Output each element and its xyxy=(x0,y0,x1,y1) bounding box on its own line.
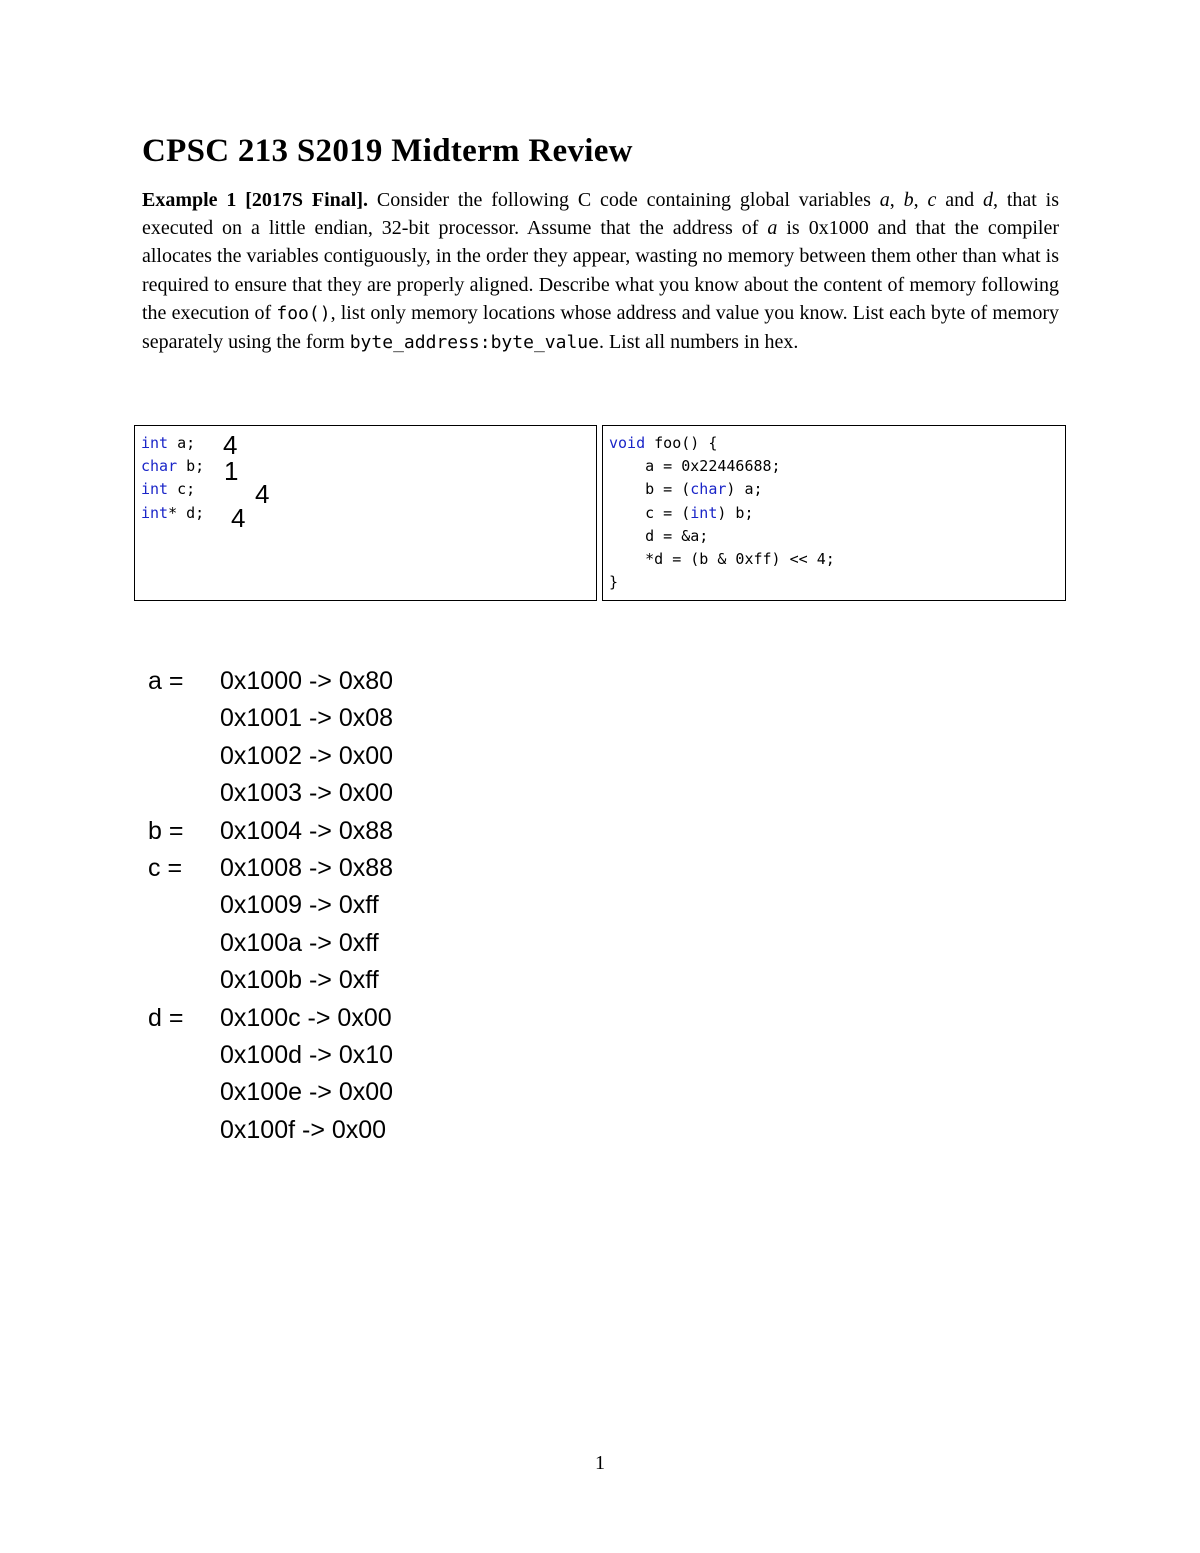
question-text xyxy=(142,186,1059,357)
variable-label: a = xyxy=(148,667,184,695)
code-text: ) a; xyxy=(726,480,763,499)
code-line xyxy=(609,455,1065,478)
code-line xyxy=(141,478,596,501)
answer-row xyxy=(148,1074,393,1111)
code-line xyxy=(141,455,596,478)
question-lead: Example 1 [2017S Final]. xyxy=(142,189,369,211)
variable-label: c = xyxy=(148,853,183,882)
variable-name: d xyxy=(982,189,993,211)
handwritten-size-b: 1 xyxy=(224,456,239,486)
code-text: a; xyxy=(168,434,196,452)
variable-name: a xyxy=(767,217,778,240)
answer-row xyxy=(148,925,393,962)
answer-list xyxy=(148,663,393,1149)
question-text-part: and xyxy=(936,189,983,211)
memory-entry: 0x1004 -> 0x88 xyxy=(220,816,394,845)
code-text: ) b; xyxy=(717,503,754,522)
code-keyword: int xyxy=(141,434,169,452)
code-line xyxy=(609,548,1065,571)
declarations-code-box xyxy=(134,425,597,601)
handwritten-size-d: 4 xyxy=(231,503,246,533)
memory-entry: 0x100f -> 0x00 xyxy=(220,1115,387,1144)
code-text: d = &a; xyxy=(609,526,709,545)
answer-row xyxy=(148,813,393,850)
code-text: c; xyxy=(168,480,196,499)
memory-entry: 0x1001 -> 0x08 xyxy=(220,704,394,733)
code-keyword: char xyxy=(690,480,727,499)
code-line xyxy=(609,502,1065,525)
memory-entry: 0x100c -> 0x00 xyxy=(220,1003,392,1032)
code-line xyxy=(609,432,1065,455)
memory-entry: 0x100d -> 0x10 xyxy=(220,1040,394,1069)
variable-name: b xyxy=(903,189,914,211)
question-text-part: . List all numbers in hex. xyxy=(598,331,799,354)
function-code-box xyxy=(602,425,1066,601)
memory-entry: 0x1009 -> 0xff xyxy=(220,891,379,920)
code-line xyxy=(141,502,596,525)
memory-entry: 0x1003 -> 0x00 xyxy=(220,779,394,808)
code-keyword: char xyxy=(141,457,178,476)
answer-row xyxy=(148,663,393,700)
variable-name: c xyxy=(927,189,937,211)
code-text: a = 0x22446688; xyxy=(609,457,781,476)
inline-code: byte_address:byte_value xyxy=(349,332,599,354)
variable-label: d = xyxy=(148,1003,184,1032)
question-text-part: , that is executed on a little endian, 32-bit processor. Assume that the address of xyxy=(142,189,1060,240)
answer-row xyxy=(148,775,393,812)
answer-row xyxy=(148,887,393,924)
code-text: c = ( xyxy=(609,503,691,522)
question-text-part: , xyxy=(889,189,904,211)
answer-row xyxy=(148,1112,393,1149)
code-text: b = ( xyxy=(609,480,691,499)
answer-row xyxy=(148,1037,393,1074)
memory-entry: 0x100b -> 0xff xyxy=(220,966,379,995)
memory-entry: 0x100e -> 0x00 xyxy=(220,1078,394,1107)
variable-name: a xyxy=(879,189,890,211)
code-line xyxy=(609,525,1065,548)
answer-row xyxy=(148,850,393,887)
page-title: CPSC 213 S2019 Midterm Review xyxy=(142,133,633,169)
code-text: } xyxy=(609,573,619,592)
memory-entry: 0x100a -> 0xff xyxy=(220,928,379,957)
code-keyword: void xyxy=(609,434,646,452)
memory-entry: 0x1008 -> 0x88 xyxy=(220,853,394,882)
answer-row xyxy=(148,1000,393,1037)
code-keyword: int xyxy=(690,503,718,522)
variable-label: b = xyxy=(148,816,184,845)
code-keyword: int xyxy=(141,480,169,499)
handwritten-size-a: 4 xyxy=(223,430,238,460)
answer-row xyxy=(148,962,393,999)
code-text: * d; xyxy=(168,503,205,522)
page-number: 1 xyxy=(595,1452,605,1474)
question-text-part: , list only memory locations whose address and value you know. List each byte of memory separately using the form xyxy=(142,301,1059,354)
memory-entry: 0x1002 -> 0x00 xyxy=(220,741,394,770)
answer-row xyxy=(148,700,393,737)
inline-code: foo() xyxy=(276,302,331,324)
question-text-part: Consider the following C code containing global variables xyxy=(368,189,880,211)
answer-row xyxy=(148,738,393,775)
code-line xyxy=(609,571,1065,594)
code-line xyxy=(141,432,596,455)
code-keyword: int xyxy=(141,503,169,522)
code-text: foo() { xyxy=(645,434,718,452)
handwritten-size-c: 4 xyxy=(255,479,270,509)
memory-entry: 0x1000 -> 0x80 xyxy=(220,667,394,695)
question-text-part: , xyxy=(913,189,928,211)
question-text-part: is 0x1000 and that the compiler allocates the variables contiguously, in the order they appear, wasting no memory between them other than what is required to ensure that they are properly aligned. Describe what you know about the content of memory following the execution of xyxy=(142,217,1059,324)
code-text: *d = (b & 0xff) << 4; xyxy=(609,550,835,569)
code-line xyxy=(609,478,1065,501)
code-text: b; xyxy=(177,457,205,476)
